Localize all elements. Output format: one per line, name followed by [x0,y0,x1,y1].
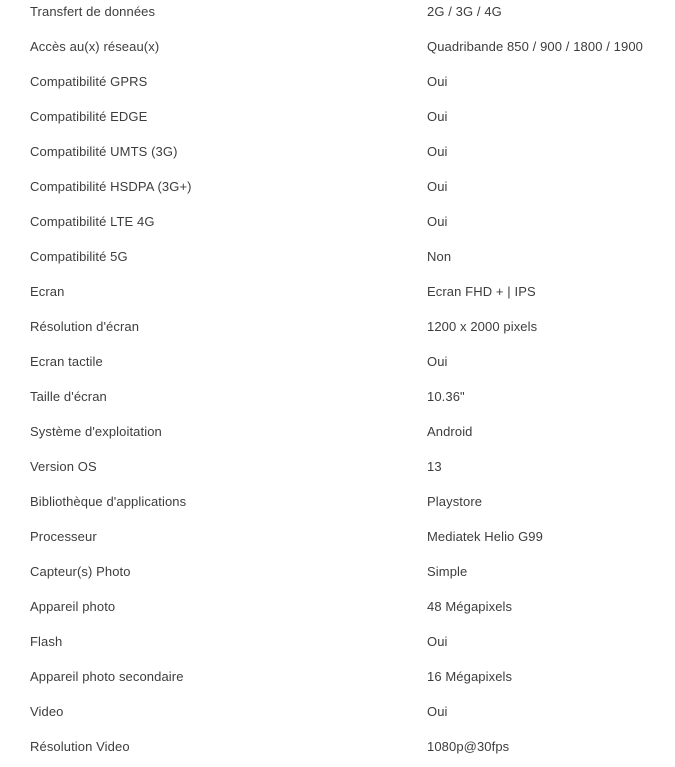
spec-row [0,659,675,694]
spec-row [0,204,675,239]
spec-value: 1080p@30fps [427,739,510,754]
spec-row [0,29,675,64]
spec-label: Flash [30,634,63,649]
spec-row [0,729,675,764]
spec-row [0,449,675,484]
spec-value: Android [427,424,473,439]
spec-label: Résolution d'écran [30,319,140,334]
spec-label: Compatibilité GPRS [30,74,148,89]
spec-label: Taille d'écran [30,389,107,404]
spec-label: Compatibilité UMTS (3G) [30,144,178,159]
spec-row [0,64,675,99]
spec-label: Appareil photo secondaire [30,669,184,684]
spec-label: Version OS [30,459,97,474]
spec-label: Transfert de données [30,4,156,19]
spec-row [0,239,675,274]
spec-label: Compatibilité LTE 4G [30,214,155,229]
spec-label: Système d'exploitation [30,424,162,439]
spec-value: Mediatek Helio G99 [427,529,543,544]
spec-row [0,0,675,29]
spec-label: Processeur [30,529,97,544]
spec-value: Oui [427,634,448,649]
spec-label: Bibliothèque d'applications [30,494,187,509]
spec-row [0,309,675,344]
spec-row [0,484,675,519]
spec-value: Oui [427,704,448,719]
spec-value: 16 Mégapixels [427,669,513,684]
spec-label: Capteur(s) Photo [30,564,131,579]
spec-label: Compatibilité 5G [30,249,128,264]
spec-label: Accès au(x) réseau(x) [30,39,160,54]
spec-row [0,414,675,449]
spec-row [0,624,675,659]
spec-row [0,519,675,554]
spec-label: Video [30,704,64,719]
spec-value: Playstore [427,494,483,509]
spec-label: Ecran tactile [30,354,103,369]
spec-label: Appareil photo [30,599,116,614]
spec-row [0,694,675,729]
spec-row [0,379,675,414]
spec-row [0,169,675,204]
spec-value: Oui [427,74,448,89]
spec-value: 48 Mégapixels [427,599,513,614]
spec-value: Oui [427,179,448,194]
spec-row [0,554,675,589]
spec-value: Oui [427,354,448,369]
spec-value: Simple [427,564,468,579]
spec-label: Compatibilité EDGE [30,109,148,124]
spec-value: Oui [427,214,448,229]
spec-value: Quadribande 850 / 900 / 1800 / 1900 [427,39,644,54]
spec-label: Compatibilité HSDPA (3G+) [30,179,192,194]
spec-value: Non [427,249,452,264]
spec-label: Résolution Video [30,739,130,754]
spec-value: 13 [427,459,442,474]
spec-label: Ecran [30,284,65,299]
spec-value: Ecran FHD + | IPS [427,284,536,299]
spec-row [0,589,675,624]
spec-value: 2G / 3G / 4G [427,4,502,19]
spec-row [0,99,675,134]
spec-row [0,134,675,169]
spec-value: 10.36" [427,389,465,404]
spec-row [0,344,675,379]
spec-row [0,274,675,309]
spec-value: Oui [427,144,448,159]
spec-value: Oui [427,109,448,124]
spec-value: 1200 x 2000 pixels [427,319,538,334]
